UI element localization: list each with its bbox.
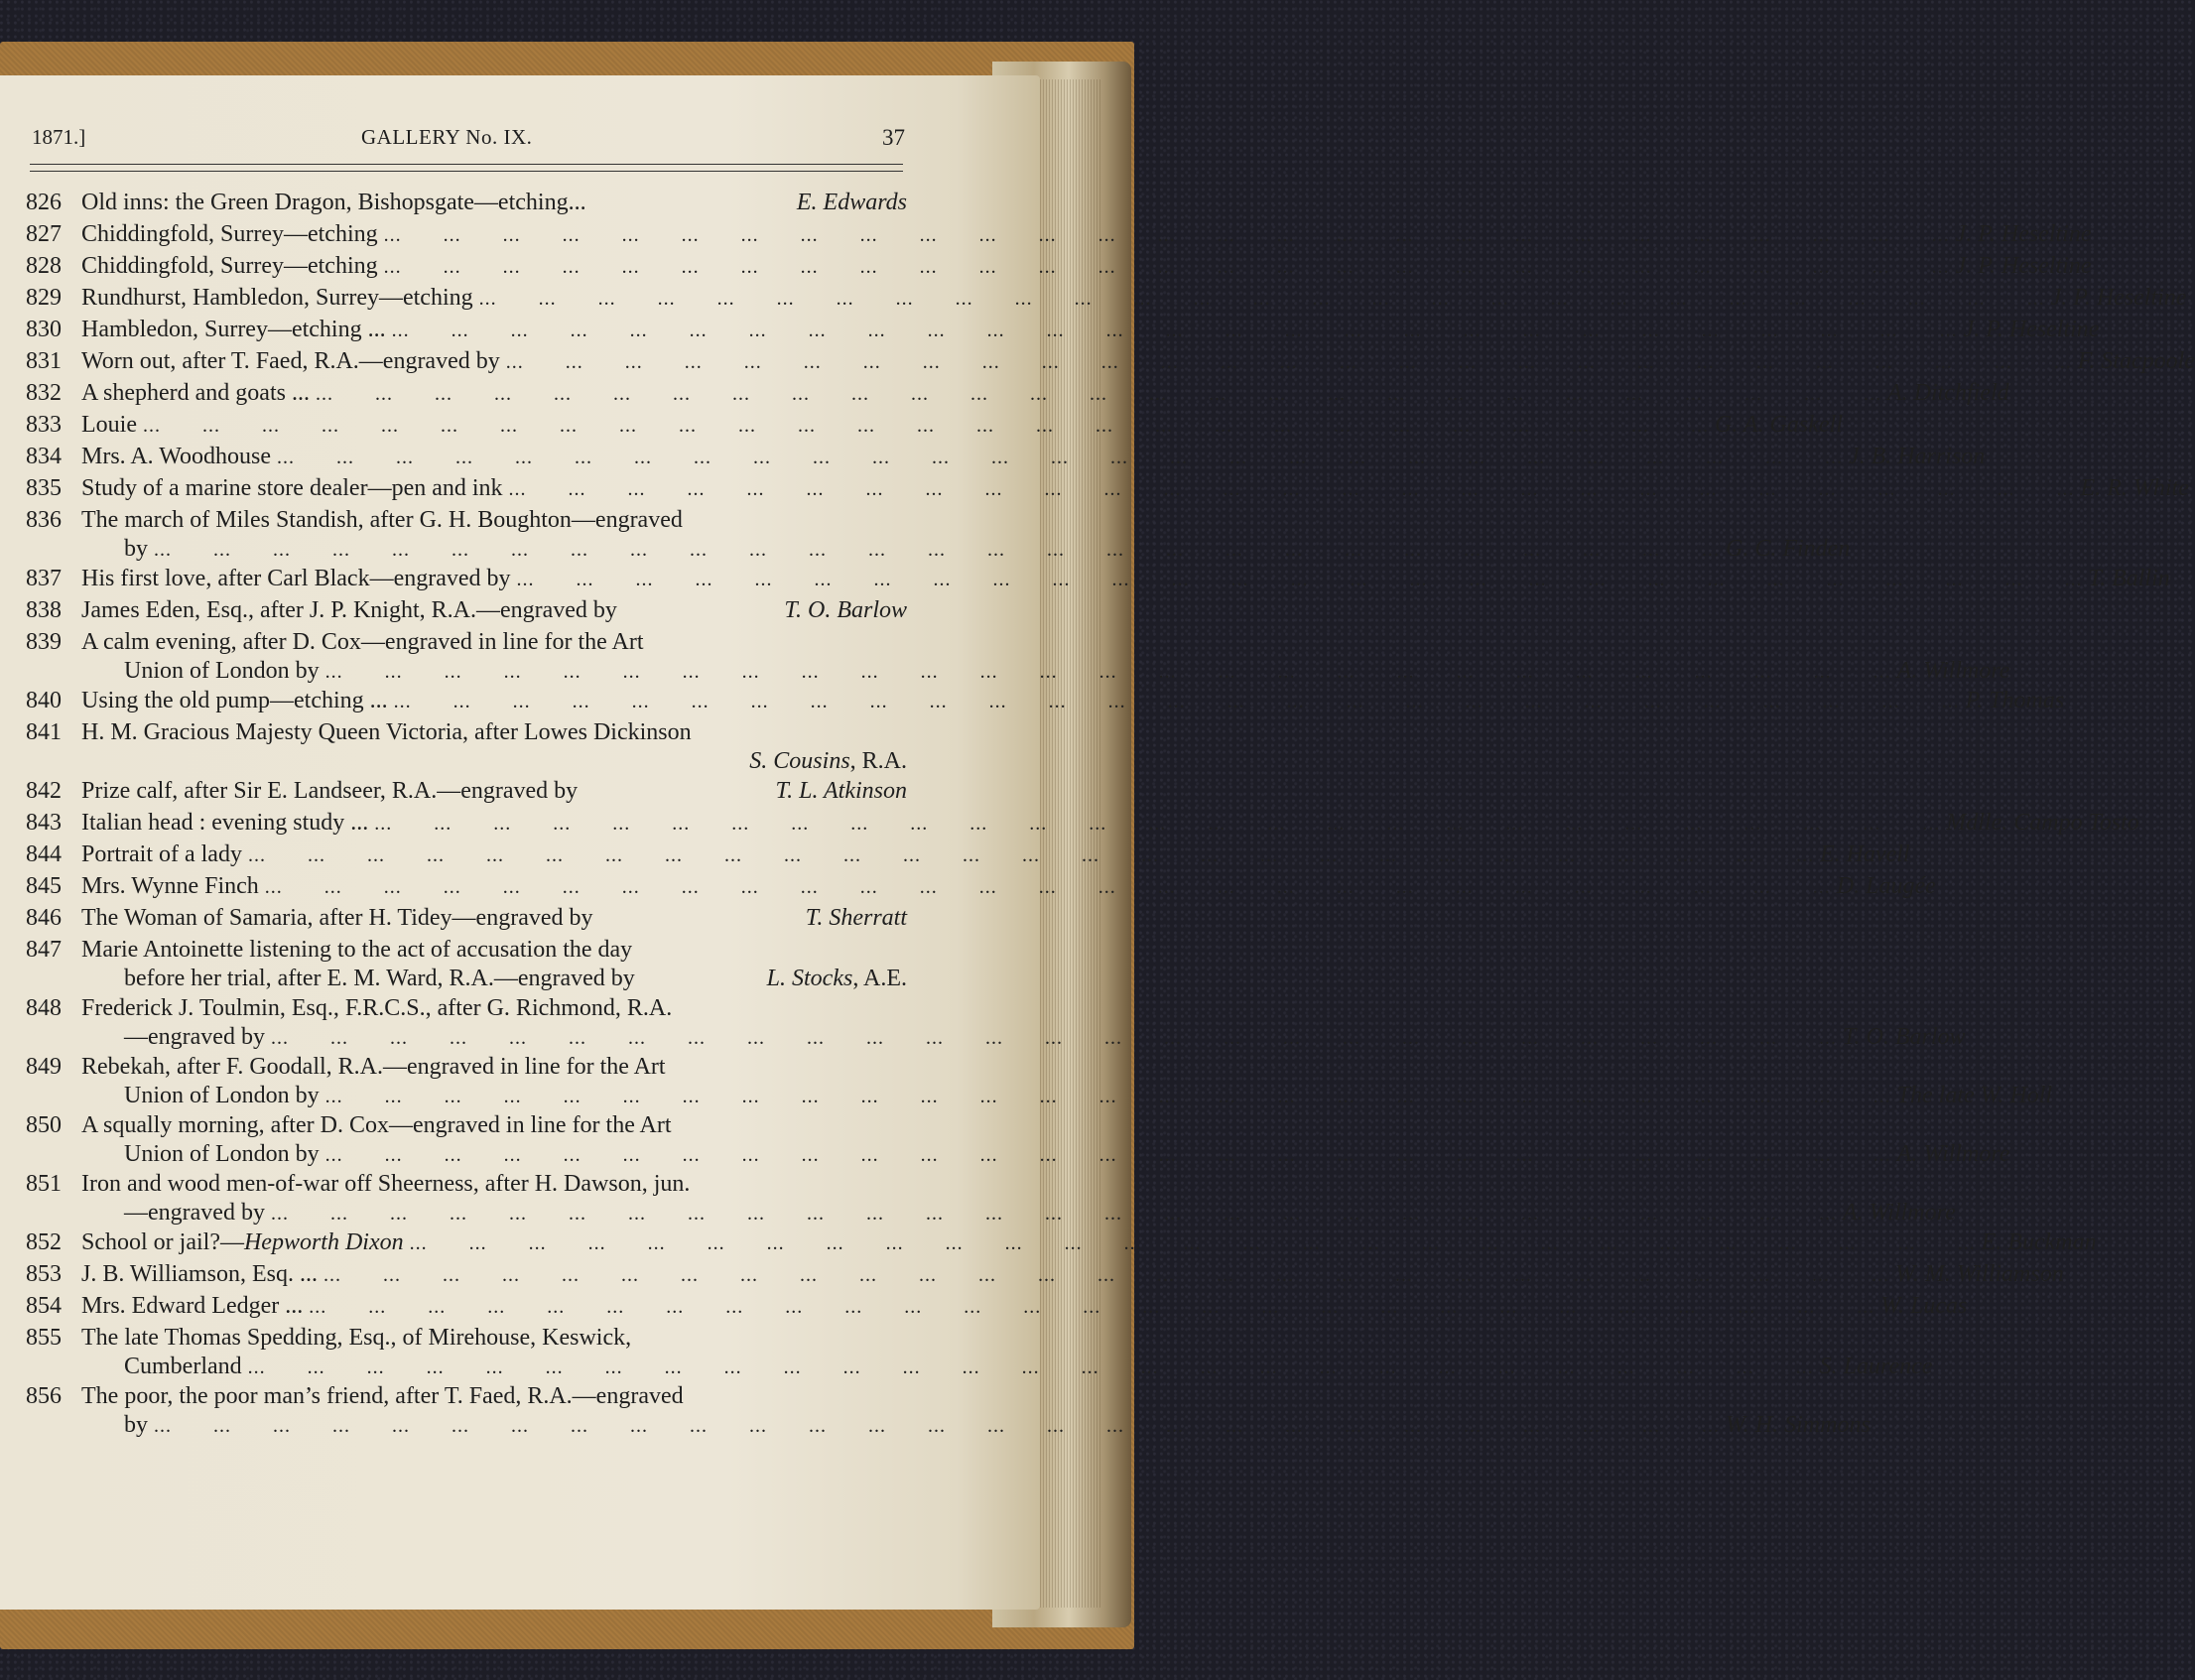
catalogue-entry <box>26 218 2092 250</box>
entry-body <box>81 716 907 775</box>
leader-dots <box>248 1354 1814 1381</box>
leader-dots <box>384 250 1950 283</box>
entry-title-line <box>81 1051 2052 1083</box>
leader-dots <box>506 345 2072 378</box>
entry-title: Portrait of a lady <box>81 841 242 867</box>
catalogue-entry <box>26 839 1910 870</box>
catalogue-entry <box>26 685 2065 716</box>
entry-title-line <box>81 1258 2064 1290</box>
entry-body <box>81 409 1843 441</box>
entry-title: The late Thomas Spedding, Esq., of Mirehouse, Keswick, <box>81 1325 632 1351</box>
leader-dots <box>154 1412 1720 1440</box>
entry-title: A squally morning, after D. Cox—engraved in line for the Art <box>81 1112 672 1138</box>
entry-number: 831 <box>26 348 62 374</box>
entry-title: The Woman of Samaria, after H. Tidey—engraved by <box>81 905 593 931</box>
entry-artist: A. Ditchfield <box>1886 380 2009 406</box>
entry-continuation-line <box>81 536 1850 563</box>
catalogue-entry <box>26 1168 1956 1227</box>
entry-number: 853 <box>26 1261 62 1287</box>
entry-title-line <box>81 441 1985 472</box>
entry-body <box>81 626 2009 685</box>
entry-number: 829 <box>26 285 62 311</box>
entry-title: Study of a marine store dealer—pen and ink <box>81 475 503 501</box>
entry-artist: A. Willmore <box>1896 658 2010 684</box>
entry-title: His first love, after Carl Black—engraved by <box>81 566 511 591</box>
entry-number: 854 <box>26 1293 62 1319</box>
entry-artist: E. R. White <box>2080 475 2189 501</box>
entry-title: Chiddingfold, Surrey—etching <box>81 221 378 247</box>
entry-title: Worn out, after T. Faed, R.A.—engraved by <box>81 348 500 374</box>
entry-artist: A. Willmore <box>1842 1200 1956 1226</box>
entry-title-line <box>81 472 2189 504</box>
entry-continuation: Union of London by <box>124 658 320 684</box>
entry-title-line <box>81 409 1843 441</box>
catalogue-entry <box>26 1227 2097 1258</box>
entry-artist: T. L. Atkinson <box>775 778 907 804</box>
entry-artist: J. P. Heseltine <box>1955 253 2092 279</box>
leader-dots <box>374 807 1940 840</box>
entry-number: 841 <box>26 719 62 745</box>
entry-title: James Eden, Esq., after J. P. Knight, R.A.—engraved by <box>81 597 617 623</box>
entry-artist: E. Edwards <box>796 190 907 215</box>
catalogue-entry <box>26 626 2010 685</box>
entry-artist: T. O. Barlow <box>1842 1024 1966 1050</box>
entry-body <box>81 1322 1932 1380</box>
entry-title-line <box>81 377 2009 409</box>
entry-title-line <box>81 594 907 626</box>
catalogue-entry <box>26 409 1843 441</box>
entry-body <box>81 1380 1871 1439</box>
leader-dots <box>271 1024 1837 1052</box>
entry-body <box>81 807 2139 839</box>
entry-title-line <box>81 902 907 934</box>
entry-number: 845 <box>26 873 62 899</box>
catalogue-entry <box>26 282 2187 314</box>
entry-artist: S. Laurence <box>1819 1354 1933 1379</box>
entry-body <box>81 472 2189 504</box>
entry-artist: G. C. Finden <box>1726 536 1851 562</box>
entry-title-line <box>81 187 907 218</box>
entry-number: 842 <box>26 778 62 804</box>
entry-trail: ... <box>568 190 586 215</box>
catalogue-entry <box>26 472 2189 504</box>
entry-continuation-line <box>81 658 2009 685</box>
entry-title-line <box>81 250 2092 282</box>
entry-body <box>81 563 2170 594</box>
entry-body <box>81 1109 2009 1168</box>
entry-number: 848 <box>26 995 62 1021</box>
catalogue-entry <box>26 870 1936 902</box>
leader-dots <box>394 685 1960 717</box>
entry-title-line <box>81 775 907 807</box>
entry-artist: A. Willmore <box>1896 1141 2010 1167</box>
entry-body <box>81 1258 2064 1290</box>
entry-continuation: —engraved by <box>124 1200 265 1226</box>
catalogue-entry <box>26 992 1966 1051</box>
entry-artist: W. M. Williamson <box>1894 1261 2064 1287</box>
entry-number: 843 <box>26 810 62 836</box>
entry-body <box>81 441 1985 472</box>
catalogue-entry <box>26 250 2092 282</box>
entry-title-line <box>81 626 2009 658</box>
catalogue-entry <box>26 902 907 934</box>
entry-body <box>81 870 1936 902</box>
entry-continuation: by <box>124 536 148 562</box>
entry-title-line <box>81 807 2139 839</box>
entry-title-line <box>81 314 2099 345</box>
header-rule-bottom <box>30 171 903 172</box>
header-rule-top <box>30 164 903 165</box>
entry-number: 839 <box>26 629 62 655</box>
entry-number: 835 <box>26 475 62 501</box>
catalogue-entry <box>26 594 907 626</box>
entry-title: Prize calf, after Sir E. Landseer, R.A.—engraved by <box>81 778 579 804</box>
entry-continuation: Cumberland <box>124 1354 242 1379</box>
entry-body <box>81 775 907 807</box>
catalogue-entry <box>26 187 907 218</box>
entry-number: 834 <box>26 444 62 469</box>
entry-title-line <box>81 218 2092 250</box>
entry-number: 840 <box>26 688 62 713</box>
entry-artist: F. Stacpoole <box>2077 348 2195 374</box>
entry-body <box>81 218 2092 250</box>
leader-dots <box>265 870 1831 903</box>
entry-title: Mrs. Edward Ledger ... <box>81 1293 304 1319</box>
catalogue-entry <box>26 563 2170 594</box>
catalogue-entry <box>26 377 2009 409</box>
entry-title: Chiddingfold, Surrey—etching <box>81 253 378 279</box>
leader-dots <box>143 409 1709 442</box>
entry-title-line <box>81 716 907 748</box>
running-head-title: GALLERY No. IX. <box>361 125 533 149</box>
entry-number: 855 <box>26 1325 62 1351</box>
entry-body <box>81 685 2064 716</box>
catalogue-entry <box>26 1322 1933 1380</box>
leader-dots <box>309 1290 1874 1323</box>
entry-title: Marie Antoinette listening to the act of accusation the day <box>81 937 633 963</box>
entry-continuation-line <box>81 1354 1932 1380</box>
entry-number: 851 <box>26 1171 62 1197</box>
entry-title: Iron and wood men-of-war off Sheerness, after H. Dawson, jun. <box>81 1171 691 1197</box>
entry-body <box>81 1051 2052 1109</box>
leader-dots <box>323 1258 1889 1291</box>
entry-number: 850 <box>26 1112 62 1138</box>
leader-dots <box>410 1227 1976 1259</box>
entry-artist: W. H. Simmons <box>1726 1412 1871 1438</box>
entry-artist: S. Cousins <box>749 748 850 774</box>
entry-body <box>81 345 2195 377</box>
entry-continuation: before her trial, after E. M. Ward, R.A.—engraved by <box>124 966 635 991</box>
entry-artist: T. O. Barlow <box>784 597 907 623</box>
catalogue-entry <box>26 504 1851 563</box>
entry-body <box>81 839 1910 870</box>
entry-number: 849 <box>26 1054 62 1080</box>
entry-continuation-line <box>81 966 907 992</box>
entry-continuation-line <box>81 1412 1871 1439</box>
entry-continuation-line <box>81 1024 1966 1051</box>
entry-title: H. M. Gracious Majesty Queen Victoria, after Lowes Dickinson <box>81 719 692 745</box>
entry-body <box>81 314 2099 345</box>
entry-title: Mrs. Wynne Finch <box>81 873 259 899</box>
entry-number: 837 <box>26 566 62 591</box>
entry-artist: L. Stocks <box>766 966 853 991</box>
entry-title-line <box>81 685 2064 716</box>
entry-title-line <box>81 282 2186 314</box>
entry-number: 852 <box>26 1229 62 1255</box>
entry-title: Rebekah, after F. Goodall, R.A.—engraved in line for the Art <box>81 1054 666 1080</box>
entry-artist: P. Thomas <box>1965 688 2065 713</box>
entry-number: 832 <box>26 380 62 406</box>
entry-title: Using the old pump—etching ... <box>81 688 388 713</box>
entry-body <box>81 594 907 626</box>
entry-number: 838 <box>26 597 62 623</box>
entry-artist: Mdlle. Campo Tosto <box>1946 810 2139 836</box>
entry-title: The march of Miles Standish, after G. H. Boughton—engraved <box>81 507 683 533</box>
entry-continuation: —engraved by <box>124 1024 265 1050</box>
running-head <box>32 125 905 155</box>
catalogue-entry <box>26 1109 2010 1168</box>
entry-continuation-line <box>81 1083 2052 1109</box>
entry-title-line <box>81 870 1936 902</box>
catalogue-entry <box>26 775 907 807</box>
entry-title: Louie <box>81 412 137 438</box>
entry-continuation-line <box>81 1200 1956 1227</box>
entry-body <box>81 992 1966 1051</box>
entry-artist: E. Buckman <box>1981 1229 2097 1255</box>
entry-artist: T. Ballin <box>2088 566 2170 591</box>
entry-title-line <box>81 1227 2097 1258</box>
entry-title: Hambledon, Surrey—etching ... <box>81 317 386 342</box>
entry-title: J. B. Williamson, Esq. ... <box>81 1261 318 1287</box>
entry-number: 827 <box>26 221 62 247</box>
entry-title: School or jail?— <box>81 1229 244 1255</box>
entry-artist: J. P. Heseltine <box>1963 317 2100 342</box>
entry-artist: T. Sherratt <box>805 905 907 931</box>
entry-title: Rundhurst, Hambledon, Surrey—etching <box>81 285 473 311</box>
page-number: 37 <box>882 125 905 150</box>
leader-dots <box>154 536 1720 564</box>
catalogue-entry <box>26 1290 1968 1322</box>
entry-artist: J. P. Heseltine <box>1955 221 2092 247</box>
catalogue-entry <box>26 441 1986 472</box>
catalogue-entry <box>26 345 2195 377</box>
entry-continuation: by <box>124 1412 148 1438</box>
leader-dots <box>384 218 1950 251</box>
entry-number: 830 <box>26 317 62 342</box>
entry-artist-line <box>81 748 907 775</box>
entry-artist-suffix: , R.A. <box>849 748 907 774</box>
entry-title-line <box>81 1109 2009 1141</box>
entry-title-line <box>81 1380 1871 1412</box>
entry-artist: G. A. Gaskell <box>1714 412 1843 438</box>
leader-dots <box>325 658 1891 686</box>
entry-artist: E. Havell <box>1819 841 1910 867</box>
entry-body <box>81 1290 1967 1322</box>
entry-title-line <box>81 563 2170 594</box>
entry-artist: J. B. Harrison <box>1848 444 1986 469</box>
entry-number: 846 <box>26 905 62 931</box>
entry-number: 856 <box>26 1383 62 1409</box>
entry-continuation-line <box>81 1141 2009 1168</box>
entry-body <box>81 187 907 218</box>
entry-number: 833 <box>26 412 62 438</box>
leader-dots <box>248 839 1814 871</box>
entry-body <box>81 282 2186 314</box>
entry-number: 828 <box>26 253 62 279</box>
leader-dots <box>509 472 2075 505</box>
leader-dots <box>277 441 1843 473</box>
entry-title-italic: Hepworth Dixon <box>243 1229 404 1255</box>
entry-number: 847 <box>26 937 62 963</box>
entry-title-line <box>81 504 1850 536</box>
catalogue-entry <box>26 1258 2064 1290</box>
entry-title-line <box>81 1290 1967 1322</box>
leader-dots <box>325 1141 1891 1169</box>
leader-dots <box>271 1200 1837 1228</box>
entry-body <box>81 934 907 992</box>
entry-title: Frederick J. Toulmin, Esq., F.R.C.S., after G. Richmond, R.A. <box>81 995 673 1021</box>
entry-number: 844 <box>26 841 62 867</box>
leader-dots <box>392 314 1958 346</box>
entry-title-line <box>81 1322 1932 1354</box>
entry-continuation: Union of London by <box>124 1141 320 1167</box>
entry-body <box>81 902 907 934</box>
entry-artist: J. P. Heseltine <box>2050 285 2187 311</box>
entry-artist: D. Laugée <box>1836 873 1936 899</box>
entry-title: A calm evening, after D. Cox—engraved in line for the Art <box>81 629 644 655</box>
entry-title-line <box>81 345 2195 377</box>
leader-dots <box>325 1083 1891 1110</box>
entry-number: 826 <box>26 190 62 215</box>
entry-artist: The late W. Holl <box>1896 1083 2053 1108</box>
catalogue-entry <box>26 716 907 775</box>
entry-number: 836 <box>26 507 62 533</box>
running-head-year: 1871.] <box>32 125 86 149</box>
entry-title-line <box>81 839 1910 870</box>
entry-body <box>81 250 2092 282</box>
entry-title: Mrs. A. Woodhouse <box>81 444 271 469</box>
leader-dots <box>479 282 2045 315</box>
entry-artist: W. Lucas <box>1880 1293 1968 1319</box>
catalogue-entry <box>26 1380 1871 1439</box>
leader-dots <box>517 563 2083 595</box>
entry-title-line <box>81 1168 1956 1200</box>
catalogue-entries <box>26 187 2195 1439</box>
catalogue-entry <box>26 807 2139 839</box>
entry-title-line <box>81 934 907 966</box>
entry-continuation: Union of London by <box>124 1083 320 1108</box>
entry-body <box>81 504 1850 563</box>
entry-artist-suffix: , A.E. <box>852 966 907 991</box>
entry-title-line <box>81 992 1966 1024</box>
entry-title: Italian head : evening study ... <box>81 810 369 836</box>
catalogue-entry <box>26 314 2100 345</box>
entry-title: The poor, the poor man’s friend, after T. Faed, R.A.—engraved <box>81 1383 684 1409</box>
entry-title: A shepherd and goats ... <box>81 380 310 406</box>
catalogue-entry <box>26 934 907 992</box>
entry-body <box>81 1227 2097 1258</box>
leader-dots <box>316 377 1881 410</box>
entry-body <box>81 1168 1956 1227</box>
entry-body <box>81 377 2009 409</box>
entry-title: Old inns: the Green Dragon, Bishopsgate—etching <box>81 190 569 215</box>
catalogue-entry <box>26 1051 2053 1109</box>
